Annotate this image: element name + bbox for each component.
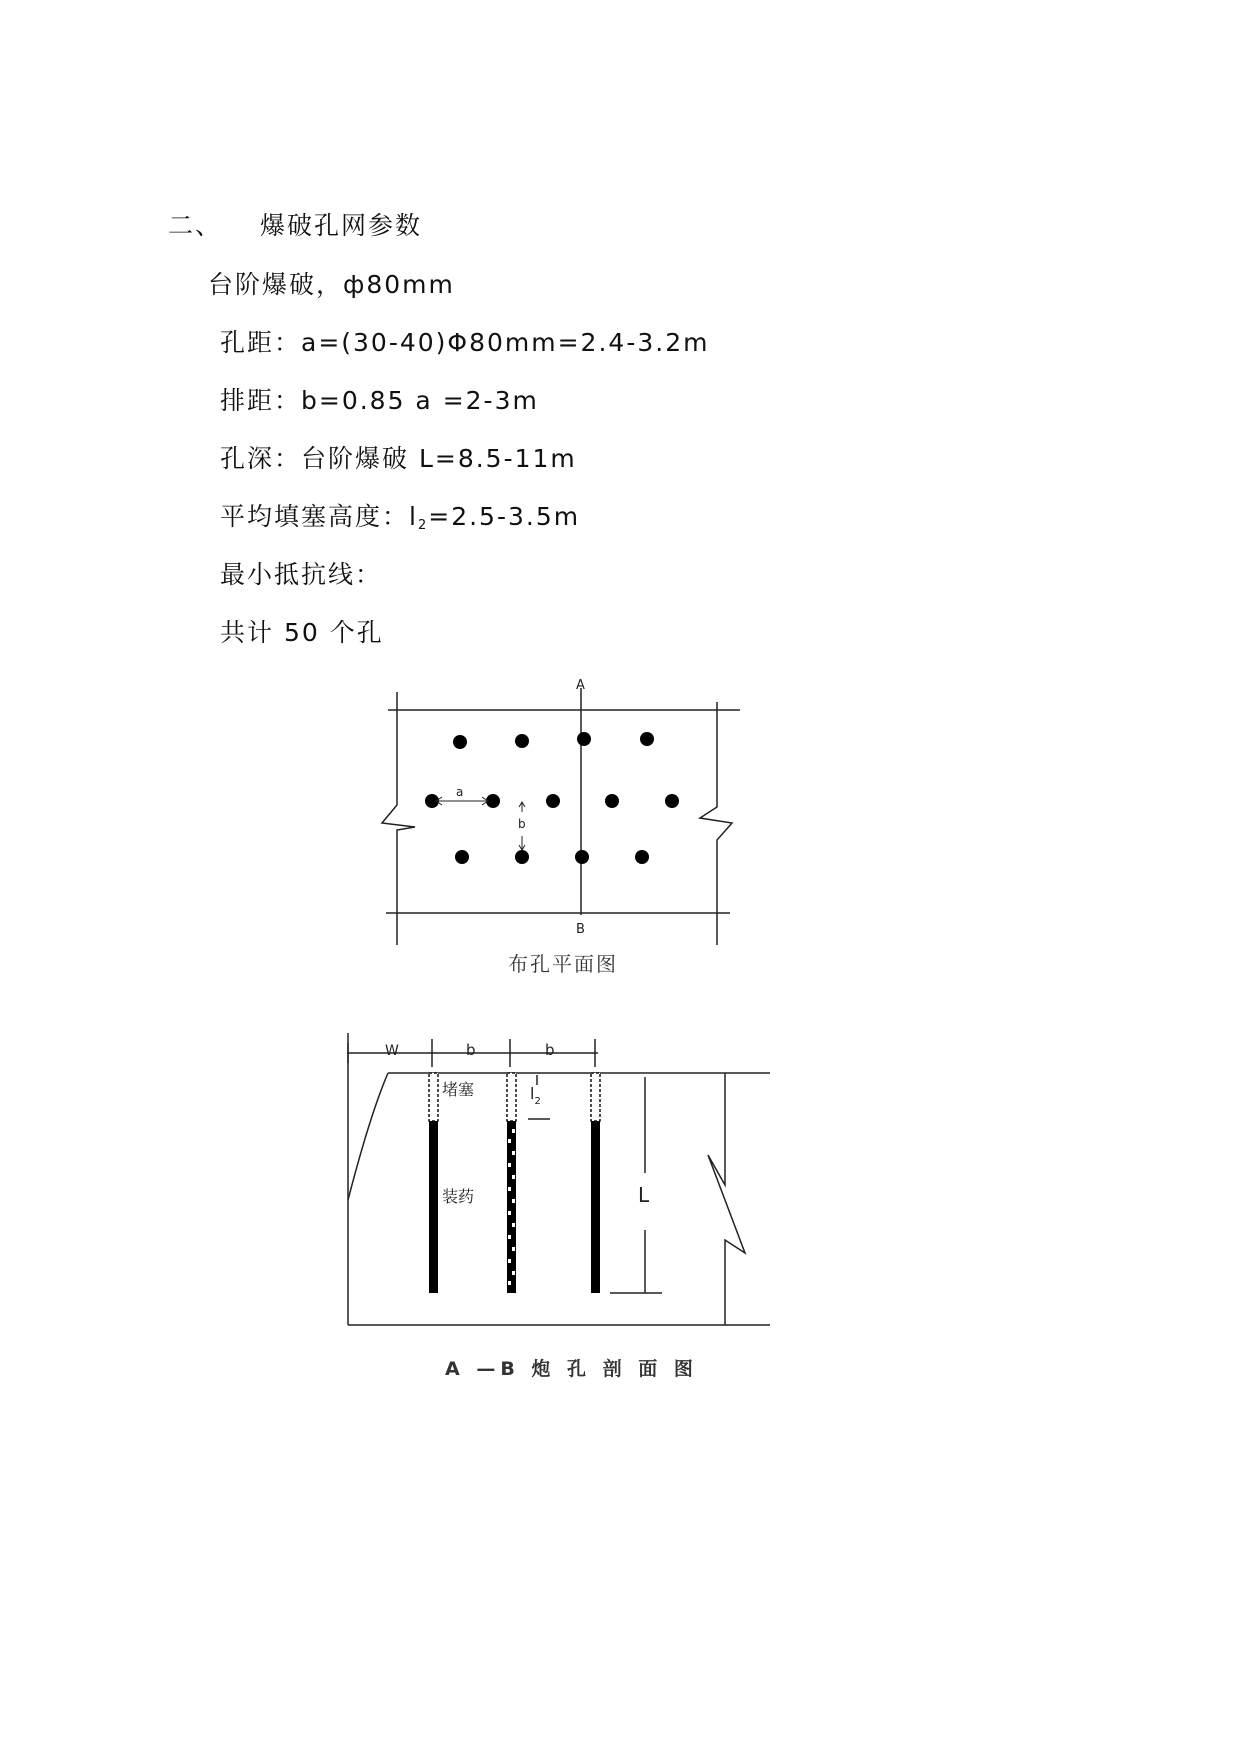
- section-figure-caption: A —B 炮 孔 剖 面 图: [445, 1358, 698, 1380]
- hole-section-figure: [340, 1025, 780, 1385]
- dimension-b1-label: b: [466, 1041, 476, 1059]
- bench-face-slope: [348, 1073, 388, 1200]
- stemming-label: 堵塞: [442, 1080, 475, 1099]
- hole: [575, 850, 589, 864]
- hole: [453, 735, 467, 749]
- min-burden: 最小抵抗线：: [220, 560, 383, 589]
- stemming-prefix: 平均填塞高度：: [220, 502, 410, 531]
- hole: [515, 850, 529, 864]
- section-title: 爆破孔网参数: [259, 211, 422, 240]
- section-hole-1: [429, 1073, 438, 1293]
- hole: [455, 850, 469, 864]
- blasting-method: 台阶爆破，ф80mm: [208, 270, 455, 299]
- hole: [640, 732, 654, 746]
- section-right-break-line: [708, 1073, 745, 1325]
- plan-left-break-line: [382, 692, 415, 945]
- hole: [577, 732, 591, 746]
- plan-right-break-line: [700, 702, 732, 945]
- stemming-subscript: 2: [417, 518, 429, 533]
- hole: [546, 794, 560, 808]
- section-number: 二、: [168, 211, 223, 240]
- hole: [515, 734, 529, 748]
- section-hole-3: [591, 1073, 600, 1293]
- stemming-l: l: [409, 502, 418, 531]
- dimension-w-label: W: [385, 1043, 399, 1059]
- plan-figure-caption: 布孔平面图: [508, 952, 618, 976]
- plan-label-b: B: [576, 922, 585, 937]
- dimension-a-label: a: [456, 785, 464, 799]
- l2-label: $l_2$: [530, 1084, 541, 1107]
- plan-label-a: A: [576, 678, 585, 693]
- charge-label: 装药: [442, 1187, 475, 1206]
- section-hole-2: [507, 1073, 516, 1293]
- hole-spacing: 孔距：a=(30-40)Φ80mm=2.4-3.2m: [220, 328, 710, 357]
- section-heading: [168, 206, 422, 242]
- row-spacing: 排距：b=0.85 a =2-3m: [220, 386, 539, 415]
- hole: [635, 850, 649, 864]
- hole: [605, 794, 619, 808]
- hole-layout-plan-figure: [370, 670, 750, 980]
- hole-depth: 孔深：台阶爆破 L=8.5-11m: [220, 444, 577, 473]
- dimension-b-label: b: [518, 817, 526, 831]
- depth-l-label: L: [638, 1183, 650, 1207]
- hole: [665, 794, 679, 808]
- total-holes: 共计 50 个孔: [220, 618, 384, 647]
- dimension-b2-label: b: [545, 1041, 555, 1059]
- stemming-value: =2.5-3.5m: [428, 502, 581, 531]
- stemming-height: [220, 497, 580, 533]
